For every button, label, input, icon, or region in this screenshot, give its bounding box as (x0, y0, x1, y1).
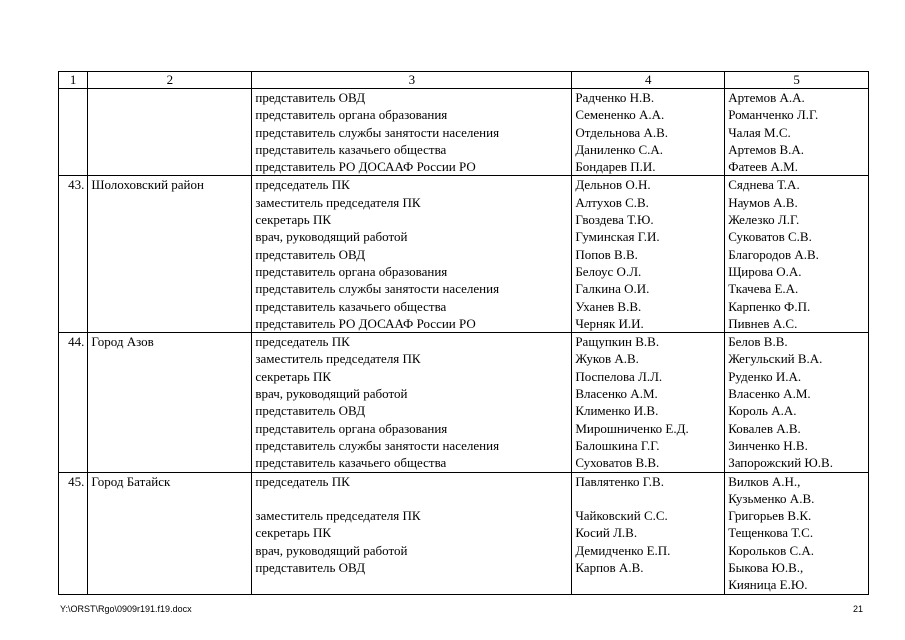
role-item: секретарь ПК (255, 525, 332, 541)
reserve-cell (725, 89, 869, 176)
reserve-name: Зинченко Н.В. (728, 437, 808, 453)
commission-table (58, 71, 869, 595)
member-name: Павлятенко Г.В. (575, 473, 664, 489)
member-name: Дельнов О.Н. (575, 177, 651, 193)
reserve-name: Романченко Л.Г. (728, 107, 819, 123)
member-name: Семененко А.А. (575, 107, 665, 123)
reserve-name: Григорьев В.К. (728, 508, 812, 524)
member-name: Клименко И.В. (575, 403, 659, 419)
reserve-cell (725, 333, 869, 472)
member-name: Попов В.В. (575, 246, 638, 262)
member-cell (572, 333, 725, 472)
member-name: Даниленко С.А. (575, 141, 664, 157)
reserve-name: Власенко А.М. (728, 386, 811, 402)
role-item: представитель ОВД (255, 560, 366, 576)
reserve-name: Щирова О.А. (728, 263, 802, 279)
role-item: врач, руководящий работой (255, 386, 408, 402)
role-item: председатель ПК (255, 177, 350, 193)
member-name: Жуков А.В. (575, 351, 639, 367)
role-cell (252, 333, 572, 472)
role-item: представитель службы занятости населения (255, 437, 500, 453)
district-name (91, 89, 248, 106)
table-row (59, 176, 869, 333)
role-item: председатель ПК (255, 473, 350, 489)
member-name: Суховатов В.В. (575, 455, 660, 471)
role-item: секретарь ПК (255, 368, 332, 384)
reserve-name: Наумов А.В. (728, 194, 798, 210)
reserve-cell (725, 176, 869, 333)
reserve-name: Корольков С.А. (728, 542, 815, 558)
reserve-name: Сяднева Т.А. (728, 177, 800, 193)
reserve-name: Король А.А. (728, 403, 797, 419)
row-number-cell (59, 176, 88, 333)
member-name (575, 490, 721, 507)
row-number-cell (59, 89, 88, 176)
member-name: Радченко Н.В. (575, 90, 655, 105)
table-row (59, 89, 869, 176)
row-number: 44. (68, 334, 85, 350)
role-item: заместитель председателя ПК (255, 508, 421, 524)
member-name: Власенко А.М. (575, 386, 658, 402)
member-name: Отдельнова А.В. (575, 124, 669, 140)
reserve-name: Белов В.В. (728, 334, 788, 350)
role-item: секретарь ПК (255, 212, 332, 228)
member-cell (572, 176, 725, 333)
reserve-name: Артемов В.А. (728, 141, 805, 157)
row-number-cell (59, 333, 88, 472)
reserve-name: Вилков А.Н., (728, 473, 801, 489)
reserve-name: Карпенко Ф.П. (728, 298, 811, 314)
reserve-name: Артемов А.А. (728, 90, 805, 105)
table-header (59, 72, 869, 89)
role-item: представитель казачьего общества (255, 141, 447, 157)
role-item: представитель ОВД (255, 403, 366, 419)
district-cell (88, 333, 252, 472)
reserve-cell (725, 472, 869, 594)
reserve-name: Ковалев А.В. (728, 420, 801, 436)
role-item: председатель ПК (255, 334, 350, 350)
row-number: 45. (68, 473, 85, 489)
header-col-4: 4 (572, 72, 725, 89)
reserve-name: Пивнев А.С. (728, 315, 798, 331)
role-item: представитель ОВД (255, 90, 366, 105)
reserve-name: Запорожский Ю.В. (728, 455, 833, 471)
member-name: Гуминская Г.И. (575, 229, 660, 245)
row-number: 43. (68, 177, 85, 193)
table-row (59, 472, 869, 594)
table-row (59, 333, 869, 472)
role-item: врач, руководящий работой (255, 542, 408, 558)
reserve-name: Кияница Е.Ю. (728, 577, 808, 593)
member-name: Галкина О.И. (575, 281, 650, 297)
role-item: представитель службы занятости населения (255, 124, 500, 140)
role-cell (252, 472, 572, 594)
header-col-1: 1 (59, 72, 88, 89)
role-item: представитель службы занятости населения (255, 281, 500, 297)
member-name: Карпов А.В. (575, 560, 644, 576)
reserve-name: Благородов А.В. (728, 246, 819, 262)
member-cell (572, 89, 725, 176)
header-col-5: 5 (725, 72, 869, 89)
district-name: Город Батайск (91, 473, 171, 489)
role-item: представитель казачьего общества (255, 455, 447, 471)
role-item: представитель органа образования (255, 263, 448, 279)
reserve-name: Быкова Ю.В., (728, 560, 804, 576)
member-name: Косий Л.В. (575, 525, 638, 541)
member-name: Мирошниченко Е.Д. (575, 420, 689, 436)
member-name: Балошкина Г.Г. (575, 437, 660, 453)
header-col-2: 2 (88, 72, 252, 89)
reserve-name: Кузьменко А.В. (728, 490, 815, 506)
table-body (59, 89, 869, 595)
member-name: Черняк И.И. (575, 315, 644, 331)
member-name: Бондарев П.И. (575, 159, 656, 175)
footer-file-path: Y:\ORST\Rgo\0909r191.f19.docx (60, 604, 192, 614)
role-item: врач, руководящий работой (255, 229, 408, 245)
row-number-cell (59, 472, 88, 594)
reserve-name: Суковатов С.В. (728, 229, 812, 245)
header-col-3: 3 (252, 72, 572, 89)
role-item: представитель органа образования (255, 420, 448, 436)
role-item: представитель РО ДОСААФ России РО (255, 159, 476, 175)
reserve-name: Жегульский В.А. (728, 351, 823, 367)
role-item: заместитель председателя ПК (255, 194, 421, 210)
member-name: Поспелова Л.Л. (575, 368, 663, 384)
role-item: представитель органа образования (255, 107, 448, 123)
district-cell (88, 472, 252, 594)
member-name: Белоус О.Л. (575, 263, 642, 279)
district-cell (88, 89, 252, 176)
role-item (255, 490, 568, 507)
role-cell (252, 89, 572, 176)
member-name: Алтухов С.В. (575, 194, 649, 210)
reserve-name: Тещенкова Т.С. (728, 525, 814, 541)
district-name: Город Азов (91, 334, 154, 350)
role-cell (252, 176, 572, 333)
reserve-name: Фатеев А.М. (728, 159, 798, 175)
footer-page-number: 21 (852, 604, 863, 614)
reserve-name: Чалая М.С. (728, 124, 791, 140)
member-name: Демидченко Е.П. (575, 542, 671, 558)
role-item: представитель РО ДОСААФ России РО (255, 315, 476, 331)
reserve-name: Руденко И.А. (728, 368, 802, 384)
role-item: представитель казачьего общества (255, 298, 447, 314)
member-name: Чайковский С.С. (575, 508, 668, 524)
member-name: Гвоздева Т.Ю. (575, 212, 654, 228)
member-name: Ращупкин В.В. (575, 334, 660, 350)
role-item: представитель ОВД (255, 246, 366, 262)
reserve-name: Ткачева Е.А. (728, 281, 799, 297)
role-item: заместитель председателя ПК (255, 351, 421, 367)
member-cell (572, 472, 725, 594)
reserve-name: Железко Л.Г. (728, 212, 800, 228)
member-name: Уханев В.В. (575, 298, 642, 314)
district-cell (88, 176, 252, 333)
header-row (59, 72, 869, 89)
district-name: Шолоховский район (91, 177, 204, 193)
